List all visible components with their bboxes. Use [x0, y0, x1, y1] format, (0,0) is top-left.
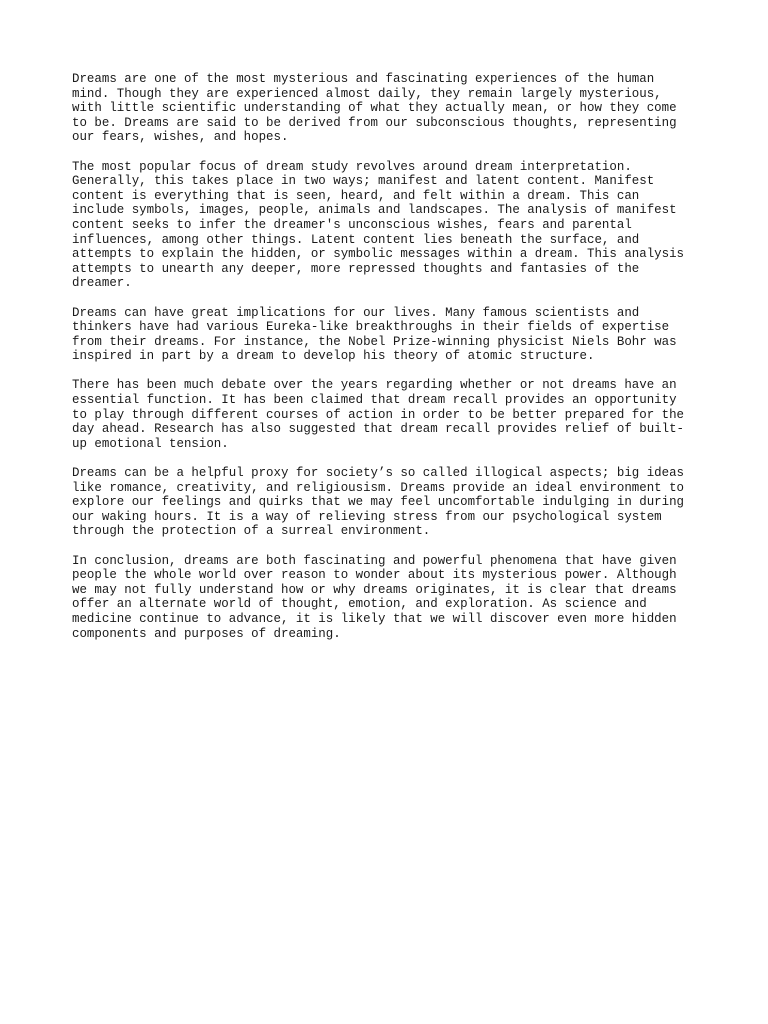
paragraph-interpretation: The most popular focus of dream study revolves around dream interpretation. Generally, this takes place in two ways; manifest and latent content. Manifest content is everything that is seen, heard, and felt within a dream. This can include symbols, images, people, animals and landscapes. The analysis of manifest content seeks to infer the dreamer's unconscious wishes, fears and parental influences, among other things. Latent content lies beneath the surface, and attempts to explain the hidden, or symbolic messages within a dream. This analysis attempts to unearth any deeper, more repressed thoughts and fantasies of the dreamer.: [72, 159, 685, 291]
paragraph-conclusion: In conclusion, dreams are both fascinating and powerful phenomena that have given people the whole world over reason to wonder about its mysterious power. Although we may not fully understand how or why dreams originates, it is clear that dreams offer an alternate world of thought, emotion, and exploration. As science and medicine continue to advance, it is likely that we will discover even more hidden components and purposes of dreaming.: [72, 553, 677, 641]
paragraph-proxy: Dreams can be a helpful proxy for society’s so called illogical aspects; big ideas like romance, creativity, and religiousism. Dreams provide an ideal environment to explore our feelings and quirks that we may feel uncomfortable indulging in during our waking hours. It is a way of relieving stress from our psychological system through the protection of a surreal environment.: [72, 466, 685, 539]
paragraph-implications: Dreams can have great implications for our lives. Many famous scientists and thinkers have had various Eureka-like breakthroughs in their fields of expertise from their dreams. For instance, the Nobel Prize-winning physicist Niels Bohr was inspired in part by a dream to develop his theory of atomic structure.: [72, 305, 677, 364]
document-body: [72, 72, 702, 656]
paragraph-function: There has been much debate over the years regarding whether or not dreams have an essential function. It has been claimed that dream recall provides an opportunity to play through different courses of action in order to be better prepared for the day ahead. Research has also suggested that dream recall provides relief of built- up emotional tension.: [72, 378, 685, 451]
paragraph-intro: Dreams are one of the most mysterious and fascinating experiences of the human mind. Though they are experienced almost daily, they remain largely mysterious, with little scientific understanding of what they actually mean, or how they come to be. Dreams are said to be derived from our subconscious thoughts, representing our fears, wishes, and hopes.: [72, 72, 677, 145]
